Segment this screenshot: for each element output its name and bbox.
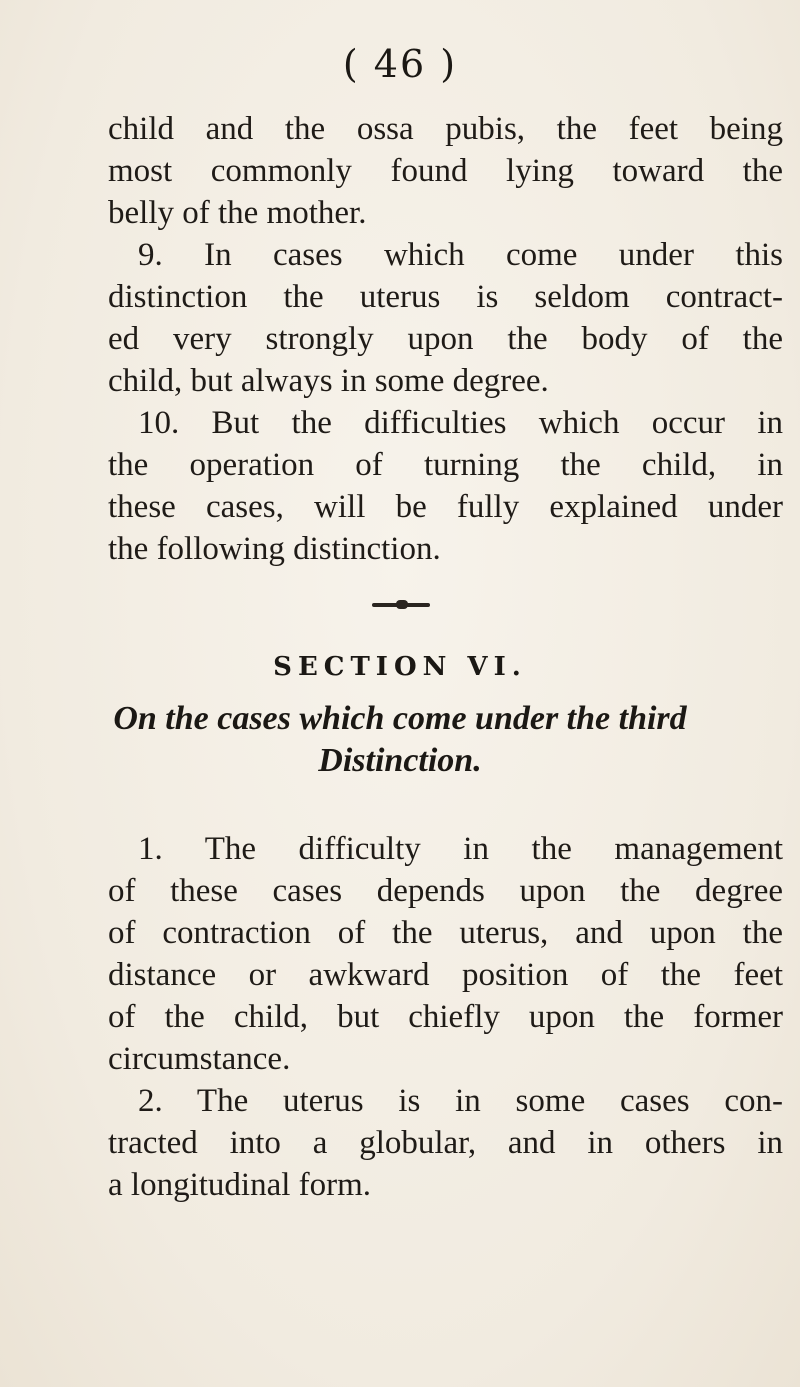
section-divider	[372, 603, 430, 607]
text-line: tracted into a globular, and in others in	[108, 1125, 783, 1161]
text-line: distance or awkward position of the feet	[108, 957, 783, 993]
text-line: 10. But the difficulties which occur in	[138, 405, 783, 441]
text-line: child, but always in some degree.	[108, 363, 549, 399]
section-title-line: On the cases which come under the third	[113, 700, 687, 737]
text-line: ed very strongly upon the body of the	[108, 321, 783, 357]
page-number: ( 46 )	[342, 42, 458, 86]
text-line: the following distinction.	[108, 531, 441, 567]
text-line: child and the ossa pubis, the feet being	[108, 111, 783, 147]
text-line: a longitudinal form.	[108, 1167, 372, 1203]
text-line: of these cases depends upon the degree	[108, 873, 783, 909]
text-line: 9. In cases which come under this	[138, 237, 783, 273]
text-line: 1. The difficulty in the management	[138, 831, 783, 867]
text-line: 2. The uterus is in some cases con-	[138, 1083, 783, 1119]
text-line: of contraction of the uterus, and upon the	[108, 915, 783, 951]
text-line: circumstance.	[108, 1041, 291, 1077]
text-line: distinction the uterus is seldom contract-	[108, 279, 783, 315]
text-line: the operation of turning the child, in	[108, 447, 783, 483]
section-title-line: Distinction.	[318, 742, 482, 779]
text-line: belly of the mother.	[108, 195, 367, 231]
section-heading: SECTION VI.	[273, 652, 527, 682]
text-line: most commonly found lying toward the	[108, 153, 783, 189]
text-line: these cases, will be fully explained under	[108, 489, 783, 525]
text-line: of the child, but chiefly upon the former	[108, 999, 783, 1035]
